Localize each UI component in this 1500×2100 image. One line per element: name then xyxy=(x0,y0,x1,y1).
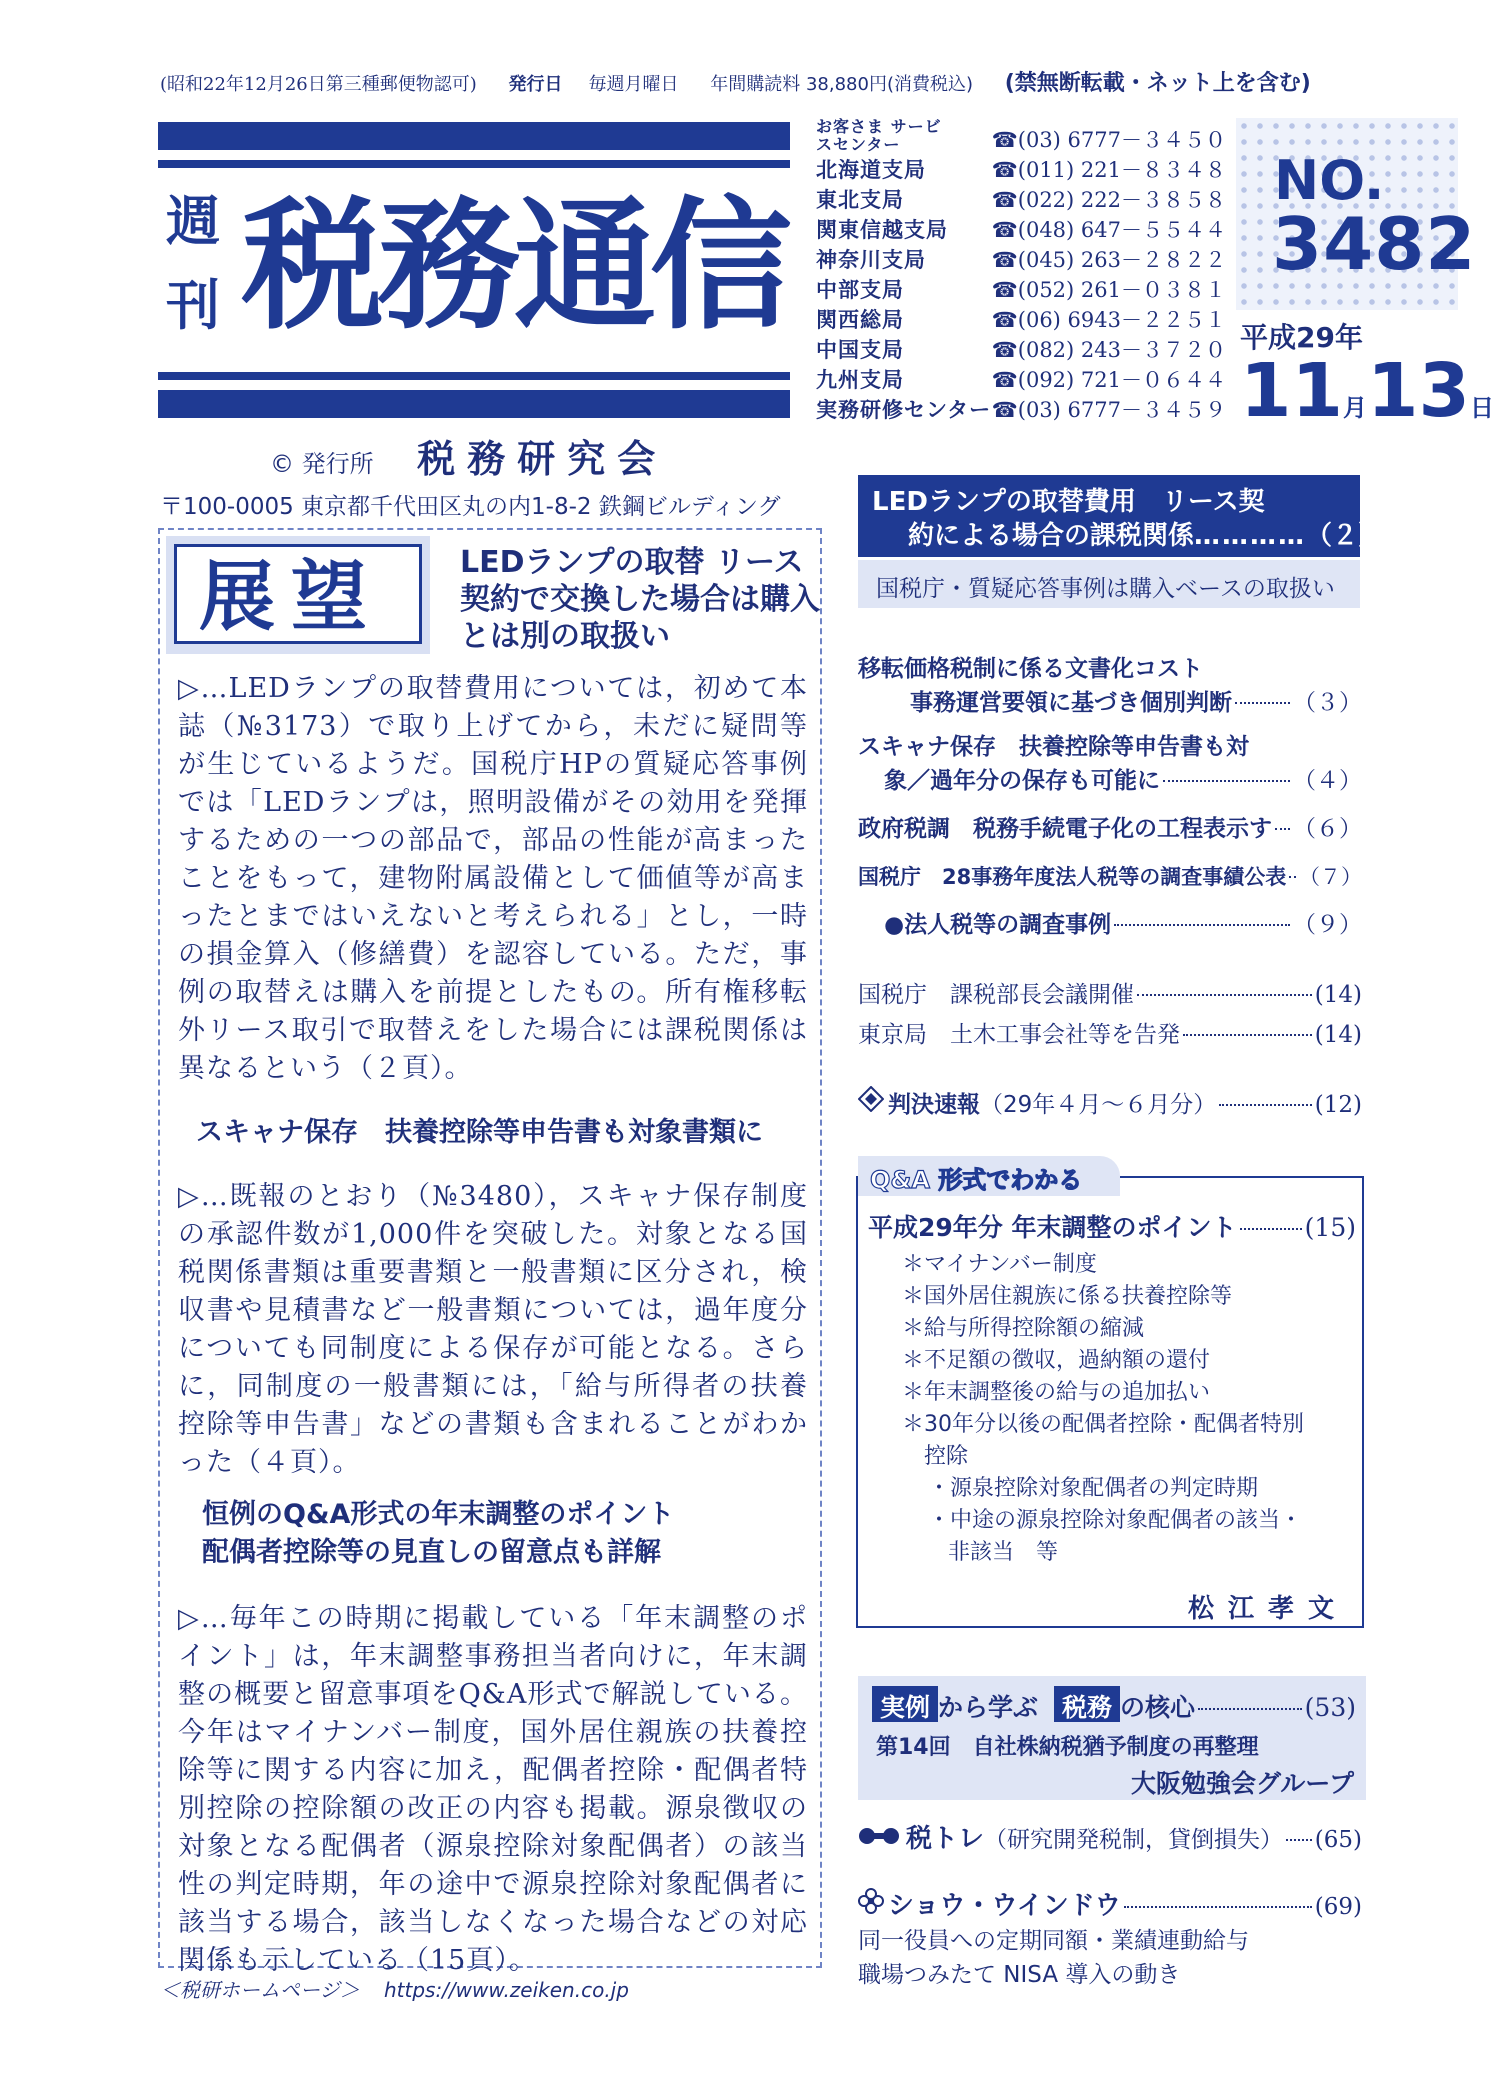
toc-item[interactable]: 国税庁 課税部長会議開催 (14) xyxy=(858,982,1362,1008)
homepage-label: ＜税研ホームページ＞ xyxy=(160,1978,360,2002)
toc-item[interactable]: 政府税調 税務手続電子化の工程表示す （６） xyxy=(858,816,1362,842)
issue-era: 平成29年 xyxy=(1240,321,1363,354)
contact-row: 北海道支局 ☎(011) 221－８３４８ xyxy=(816,158,1226,182)
publisher-name: 税務研究会 xyxy=(417,437,668,481)
contact-row: 東北支局 ☎(022) 222－３８５８ xyxy=(816,188,1226,212)
contact-list xyxy=(816,116,1226,424)
tenbo-paragraph: ▷…既報のとおり（№3480），スキャナ保存制度の承認件数が1,000件を突破した。対象となる国税関係書類は重要書類と一般書類に区分され，検収書や見積書など一般書類については，過年度分についても同制度による保存が可能となる。さらに，同制度の一般書類には，「給与所得者の扶養控除等申告書」などの書類も含まれることがわかった（４頁）。 xyxy=(178,1181,808,1478)
jitsurei-text: の核心 (53) xyxy=(1120,1693,1356,1722)
qa-item: ・源泉控除対象配偶者の判定時期 xyxy=(928,1476,1259,1501)
show-line: 同一役員への定期同額・業績連動給与 xyxy=(858,1928,1249,1954)
jitsurei-box[interactable] xyxy=(858,1676,1366,1800)
masthead-bar xyxy=(158,390,790,418)
contact-row: 中部支局 ☎(052) 261－０３８１ xyxy=(816,278,1226,302)
qa-item: 非該当 等 xyxy=(948,1540,1059,1565)
issue-no-label: NO. xyxy=(1274,149,1385,212)
feature-banner[interactable] xyxy=(858,475,1385,557)
jitsurei-author: 大阪勉強会グループ xyxy=(1130,1769,1354,1798)
tenbo-section xyxy=(158,528,822,1976)
qa-item: ＊30年分以後の配偶者控除・配偶者特別 xyxy=(902,1412,1304,1437)
double-diamond-icon xyxy=(858,1086,884,1112)
jitsurei-tag: 実例 xyxy=(872,1686,938,1722)
publisher-address: 〒100-0005 東京都千代田区丸の内1-8-2 鉄鋼ビルディング xyxy=(160,494,781,520)
tenbo-paragraph: ▷…LEDランプの取替費用については，初めて本誌（№3173）で取り上げてから，未だに疑問等が生じているようだ。国税庁HPの質疑応答事例では「LEDランプは，照明設備がその効用を発揮するための一つの部品で，部品の性能が高まったことをもって，建物附属設備として価値等が高まったとまではいえないと考えられる」とし，一時の損金算入（修繕費）を認容している。ただ，事例の取替えは購入を前提としたもの。所有権移転外リース取引で取替えをした場合には課税関係は異なるという（２頁）。 xyxy=(178,673,808,1084)
tenbo-badge: 展望 xyxy=(166,536,430,654)
issue-day: 13 xyxy=(1366,348,1470,434)
footer xyxy=(160,1974,647,2003)
masthead-bar xyxy=(158,122,790,150)
feature-title: LEDランプの取替費用 リース契 xyxy=(872,487,1265,517)
qa-tab: Q&A 形式でわかる xyxy=(858,1156,1120,1196)
contact-row: 関西総局 ☎(06) 6943－２２５１ xyxy=(816,308,1226,332)
qa-author: 松江孝文 xyxy=(1187,1594,1348,1624)
toc-item[interactable]: スキャナ保存 扶養控除等申告書も対 象／過年分の保存も可能に （４） xyxy=(858,734,1362,794)
jitsurei-tag: 税務 xyxy=(1054,1686,1120,1722)
top-info-line xyxy=(160,66,1500,97)
issue-day-value: 毎週月曜日 xyxy=(588,74,679,95)
subscription-fee: 年間購読料 38,880円(消費税込) xyxy=(710,74,973,95)
tenbo-subheading: スキャナ保存 扶養控除等申告書も対象書類に xyxy=(196,1117,763,1148)
tenbo-subheading: 配偶者控除等の見直しの留意点も詳解 xyxy=(202,1537,661,1568)
zeitore-item[interactable]: 税トレ （研究開発税制，貸倒損失） (65) xyxy=(858,1822,1362,1857)
issue-day-label: 発行日 xyxy=(508,74,563,95)
tenbo-paragraph: ▷…毎年この時期に掲載している「年末調整のポイント」は，年末調整事務担当者向けに，年末調整の概要と留意事項をQ&A形式で解説している。今年はマイナンバー制度，国外居住親族の扶養控除等に関する内容に加え，配偶者控除・配偶者特別控除の控除額の改正の内容も掲載。源泉徴収の対象となる配偶者（源泉控除対象配偶者）の該当性の判定時期，年の途中で源泉控除対象配偶者に該当する場合，該当しなくなった場合などの対応関係も示している（15頁）。 xyxy=(178,1603,808,1976)
issue-month: 11 xyxy=(1240,348,1343,434)
issue-date: 11月13日 xyxy=(1240,348,1494,434)
contact-row: 九州支局 ☎(092) 721－０６４４ xyxy=(816,368,1226,392)
copyright-notice: (禁無断転載・ネット上を含む) xyxy=(1004,71,1311,96)
dumbbell-icon xyxy=(858,1825,900,1847)
homepage-url[interactable]: https://www.zeiken.co.jp xyxy=(383,1978,629,2002)
qa-box[interactable] xyxy=(856,1166,1364,1628)
jitsurei-text: から学ぶ xyxy=(938,1693,1039,1722)
qa-title: 平成29年分 年末調整のポイント (15) xyxy=(868,1213,1356,1242)
contact-row: 中国支局 ☎(082) 243－３７２０ xyxy=(816,338,1226,362)
toc-item[interactable]: ●法人税等の調査事例 （９） xyxy=(884,912,1362,938)
issue-number: 3482 xyxy=(1272,202,1477,286)
contact-row: 関東信越支局 ☎(048) 647－５５４４ xyxy=(816,218,1226,242)
masthead-title: 税務通信 xyxy=(242,184,786,349)
qa-item: ＊給与所得控除額の縮減 xyxy=(902,1316,1145,1341)
qa-item: 控除 xyxy=(924,1444,969,1469)
postal-permit: (昭和22年12月26日第三種郵便物認可) xyxy=(160,74,477,95)
qa-item: ＊マイナンバー制度 xyxy=(902,1252,1097,1277)
contact-row: 神奈川支局 ☎(045) 263－２８２２ xyxy=(816,248,1226,272)
feature-subtitle: 国税庁・質疑応答事例は購入ベースの取扱い xyxy=(858,560,1360,608)
show-window-item[interactable]: ショウ・ウインドウ (69) 同一役員への定期同額・業績連動給与 職場つみたて NISA 導入の動き xyxy=(858,1888,1362,1992)
masthead xyxy=(158,122,790,427)
show-line: 職場つみたて NISA 導入の動き xyxy=(858,1962,1181,1988)
tenbo-headline: LEDランプの取替 リース契約で交換した場合は購入とは別の取扱い xyxy=(460,545,820,654)
toc-item[interactable]: 東京局 土木工事会社等を告発 (14) xyxy=(858,1022,1362,1048)
contact-row: 実務研修センター ☎(03) 6777－３４５９ xyxy=(816,398,1226,422)
qa-item: ＊年末調整後の給与の追加払い xyxy=(902,1380,1211,1405)
toc-item[interactable]: 判決速報 （29年４月～６月分） (12) xyxy=(858,1086,1362,1122)
feature-title-line2: 約による場合の課税関係…………（２） xyxy=(908,521,1385,551)
masthead-bar xyxy=(158,372,790,380)
toc-item[interactable]: 移転価格税制に係る文書化コスト 事務運営要領に基づき個別判断 （３） xyxy=(858,656,1362,716)
qa-item: ＊国外居住親族に係る扶養控除等 xyxy=(902,1284,1233,1309)
contact-row: お客さま サービスセンター ☎(03) 6777－３４５０ xyxy=(816,117,1226,154)
masthead-bar xyxy=(158,160,790,168)
flower-icon xyxy=(858,1888,884,1914)
toc-item[interactable]: 国税庁 28事務年度法人税等の調査事績公表 （７） xyxy=(858,865,1362,889)
qa-item: ・中途の源泉控除対象配偶者の該当・ xyxy=(928,1508,1303,1533)
qa-item: ＊不足額の徴収，過納額の還付 xyxy=(902,1348,1211,1373)
jitsurei-row: 第14回 自社株納税猶予制度の再整理 xyxy=(876,1735,1259,1760)
publisher-label: © 発行所 xyxy=(270,450,374,478)
publisher-row xyxy=(270,428,667,483)
issue-number-box xyxy=(1236,118,1477,310)
tenbo-subheading: 恒例のQ&A形式の年末調整のポイント xyxy=(202,1499,675,1530)
masthead-weekly-label: 週 刊 xyxy=(166,190,220,337)
